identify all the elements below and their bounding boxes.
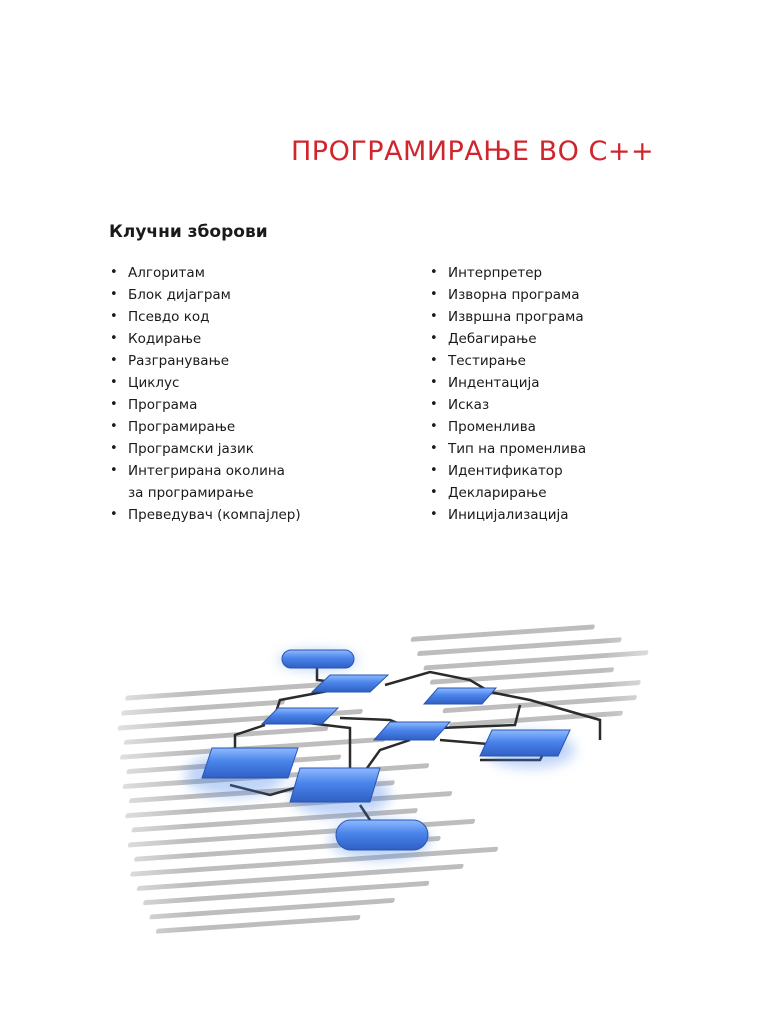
start-terminator-shape — [282, 650, 354, 668]
keyword-label: Програмирање — [128, 419, 236, 435]
keyword-item — [430, 328, 586, 350]
bullet-icon: • — [430, 485, 438, 500]
keyword-label: Исказ — [448, 397, 490, 413]
keywords-list-right — [430, 262, 586, 526]
bullet-icon: • — [110, 441, 118, 456]
keyword-label: Псевдо код — [128, 309, 210, 325]
keyword-item — [430, 262, 586, 284]
keyword-item — [110, 350, 301, 372]
keyword-label: Изворна програма — [448, 287, 580, 303]
bullet-icon: • — [110, 331, 118, 346]
keyword-label: Иницијализација — [448, 507, 569, 523]
keyword-label: Алгоритам — [128, 265, 205, 281]
keyword-item — [430, 416, 586, 438]
keyword-item — [110, 504, 301, 526]
keyword-item — [430, 482, 586, 504]
keyword-label: Интерпретер — [448, 265, 543, 281]
keyword-item — [430, 438, 586, 460]
keyword-label: Индентација — [448, 375, 540, 391]
bullet-icon: • — [430, 397, 438, 412]
bullet-icon: • — [430, 353, 438, 368]
bullet-icon: • — [110, 375, 118, 390]
process-shape — [480, 730, 570, 756]
bullet-icon: • — [430, 419, 438, 434]
page-title: ПРОГРАМИРАЊЕ ВО C++ — [291, 136, 655, 168]
keyword-item — [110, 284, 301, 306]
keyword-item — [430, 372, 586, 394]
keyword-item — [430, 350, 586, 372]
keyword-item — [110, 306, 301, 328]
keyword-item — [430, 306, 586, 328]
bullet-icon: • — [110, 309, 118, 324]
process-shape — [202, 748, 298, 778]
bullet-icon: • — [430, 375, 438, 390]
keyword-label: Кодирање — [128, 331, 202, 347]
keyword-label: Тип на променлива — [448, 441, 587, 457]
bullet-icon: • — [110, 265, 118, 280]
bullet-icon: • — [430, 331, 438, 346]
bullet-icon: • — [430, 507, 438, 522]
bullet-icon: • — [430, 309, 438, 324]
keyword-item — [110, 438, 301, 460]
keyword-label: Разгранување — [128, 353, 230, 369]
keyword-label: Преведувач (компајлер) — [128, 507, 301, 523]
flowchart-over-code-illustration — [60, 600, 700, 1000]
keywords-heading: Клучни зборови — [109, 222, 268, 242]
bullet-icon: • — [430, 441, 438, 456]
bullet-icon: • — [430, 287, 438, 302]
keyword-label: Блок дијаграм — [128, 287, 231, 303]
bullet-icon: • — [110, 353, 118, 368]
keyword-item — [110, 416, 301, 438]
end-terminator-shape — [336, 820, 428, 850]
bullet-icon: • — [110, 463, 118, 478]
keyword-label: Променлива — [448, 419, 536, 435]
keyword-item — [110, 262, 301, 284]
keyword-label: Дебагирање — [448, 331, 537, 347]
keyword-label: Извршна програма — [448, 309, 584, 325]
keyword-label: Интегрирана околина за програмирање — [128, 463, 285, 501]
keyword-item — [430, 460, 586, 482]
keyword-label: Идентификатор — [448, 463, 563, 479]
bullet-icon: • — [430, 265, 438, 280]
keywords-list-left — [110, 262, 301, 526]
bullet-icon: • — [110, 419, 118, 434]
keyword-item — [110, 328, 301, 350]
bullet-icon: • — [110, 287, 118, 302]
keyword-item — [110, 372, 301, 394]
bullet-icon: • — [110, 507, 118, 522]
keyword-item — [430, 394, 586, 416]
keyword-item — [110, 460, 301, 504]
keyword-label: Тестирање — [448, 353, 526, 369]
keyword-item — [430, 284, 586, 306]
process-shape — [290, 768, 380, 802]
keyword-label: Програма — [128, 397, 198, 413]
keyword-label: Програмски јазик — [128, 441, 254, 457]
keyword-label: Циклус — [128, 375, 180, 391]
bullet-icon: • — [430, 463, 438, 478]
bullet-icon: • — [110, 397, 118, 412]
keyword-label: Декларирање — [448, 485, 547, 501]
keyword-item — [430, 504, 586, 526]
keyword-item — [110, 394, 301, 416]
